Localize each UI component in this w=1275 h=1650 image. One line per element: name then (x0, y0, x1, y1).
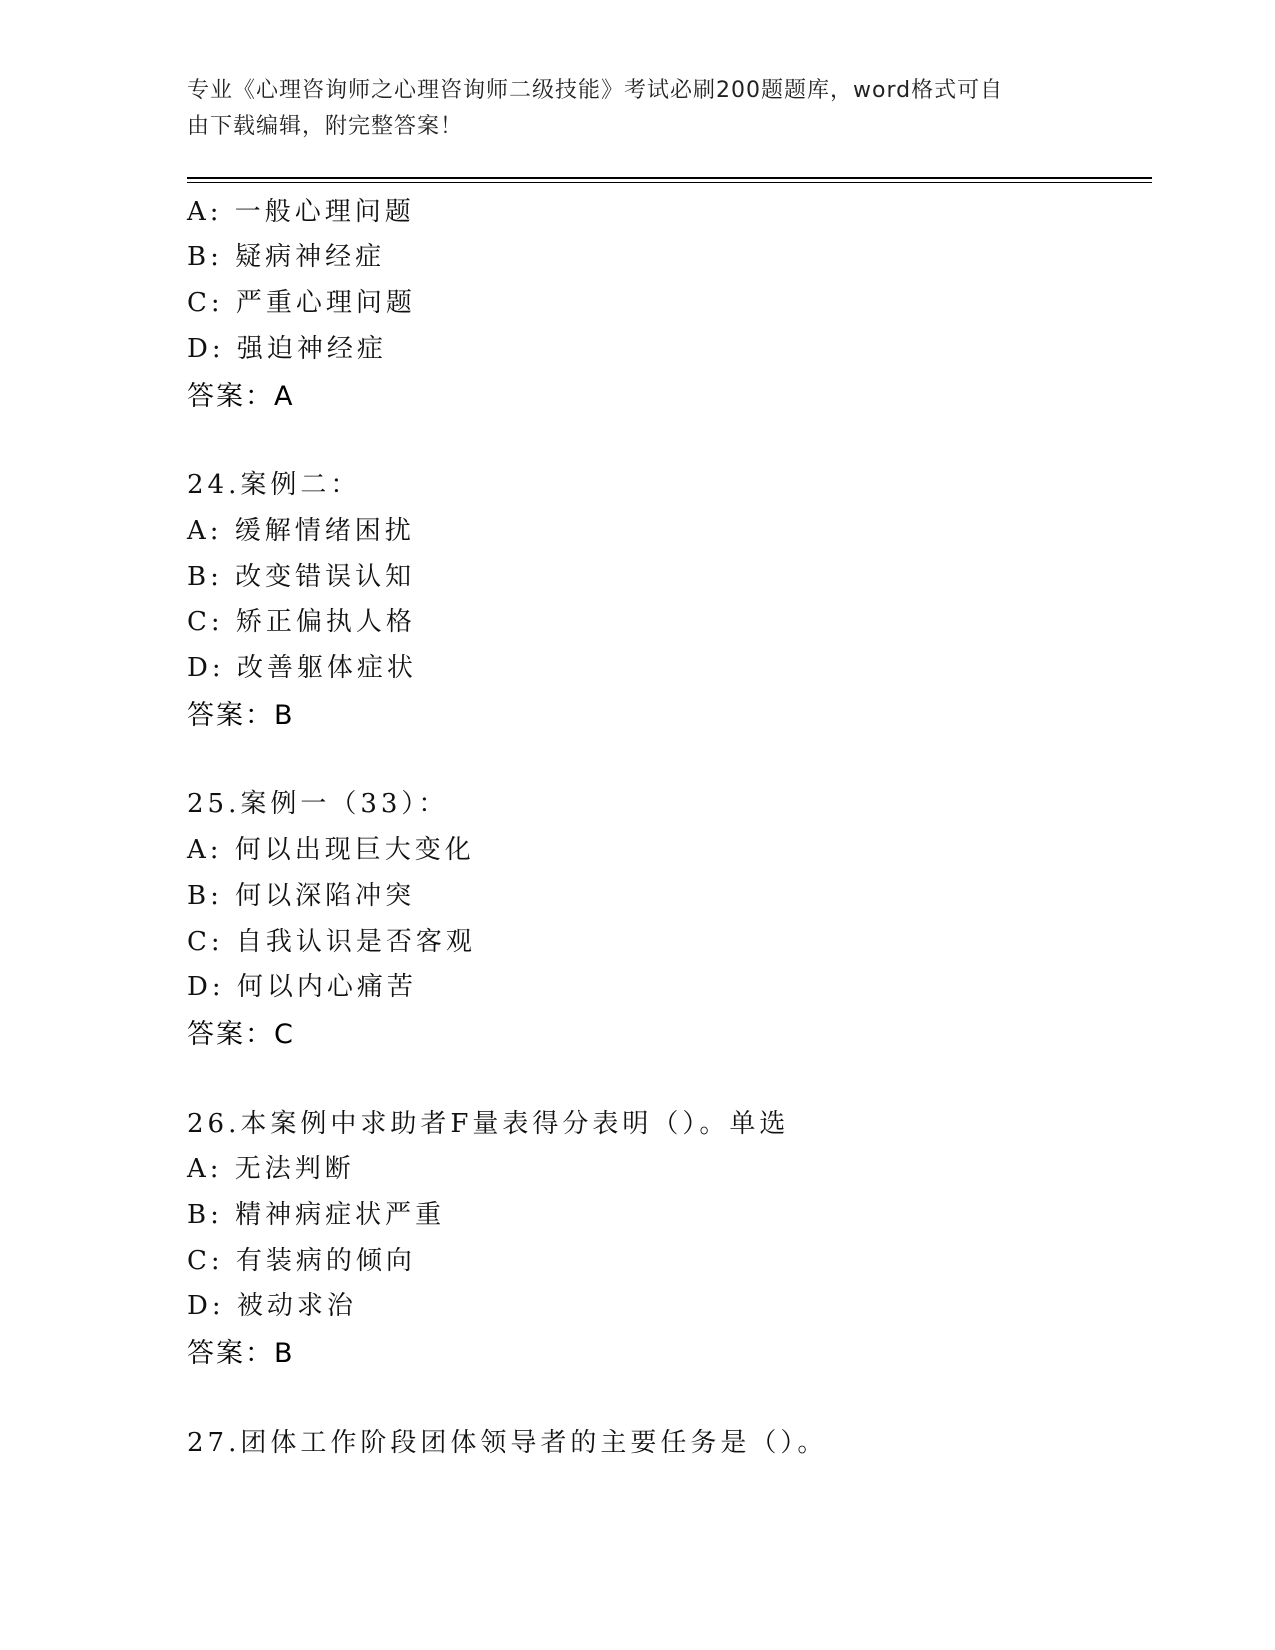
option-d: D: 改善躯体症状 (187, 653, 417, 683)
answer-line: 答案：B (187, 1338, 295, 1369)
header-line-1: 专业《心理咨询师之心理咨询师二级技能》考试必刷200题题库，word格式可自 (187, 78, 1004, 103)
answer-line: 答案：C (187, 1019, 295, 1050)
option-a: A: 缓解情绪困扰 (187, 516, 415, 546)
question-27: 27.团体工作阶段团体领导者的主要任务是（）。 (187, 1428, 828, 1458)
document-header (187, 73, 1067, 145)
question-25: 25.案例一（33）： (187, 789, 449, 819)
option-a: A: 何以出现巨大变化 (187, 835, 475, 865)
header-line-2: 由下载编辑，附完整答案！ (187, 114, 464, 139)
option-b: B: 何以深陷冲突 (187, 881, 416, 911)
option-a: A: 无法判断 (187, 1154, 355, 1184)
answer-line: 答案：B (187, 700, 295, 731)
header-divider-thin (187, 182, 1152, 183)
option-d: D: 何以内心痛苦 (187, 972, 417, 1002)
option-c: C: 矫正偏执人格 (187, 607, 416, 637)
question-24: 24.案例二： (187, 470, 361, 500)
option-c: C: 有装病的倾向 (187, 1246, 416, 1276)
option-b: B: 改变错误认知 (187, 562, 416, 592)
option-d: D: 强迫神经症 (187, 334, 387, 364)
answer-line: 答案：A (187, 381, 295, 412)
option-a: A: 一般心理问题 (187, 197, 415, 227)
option-c: C: 自我认识是否客观 (187, 927, 476, 957)
option-b: B: 精神病症状严重 (187, 1200, 446, 1230)
option-c: C: 严重心理问题 (187, 288, 416, 318)
option-d: D: 被动求治 (187, 1291, 357, 1321)
question-26: 26.本案例中求助者F量表得分表明（）。单选 (187, 1109, 790, 1139)
header-divider-thick (187, 177, 1152, 179)
option-b: B: 疑病神经症 (187, 242, 386, 272)
